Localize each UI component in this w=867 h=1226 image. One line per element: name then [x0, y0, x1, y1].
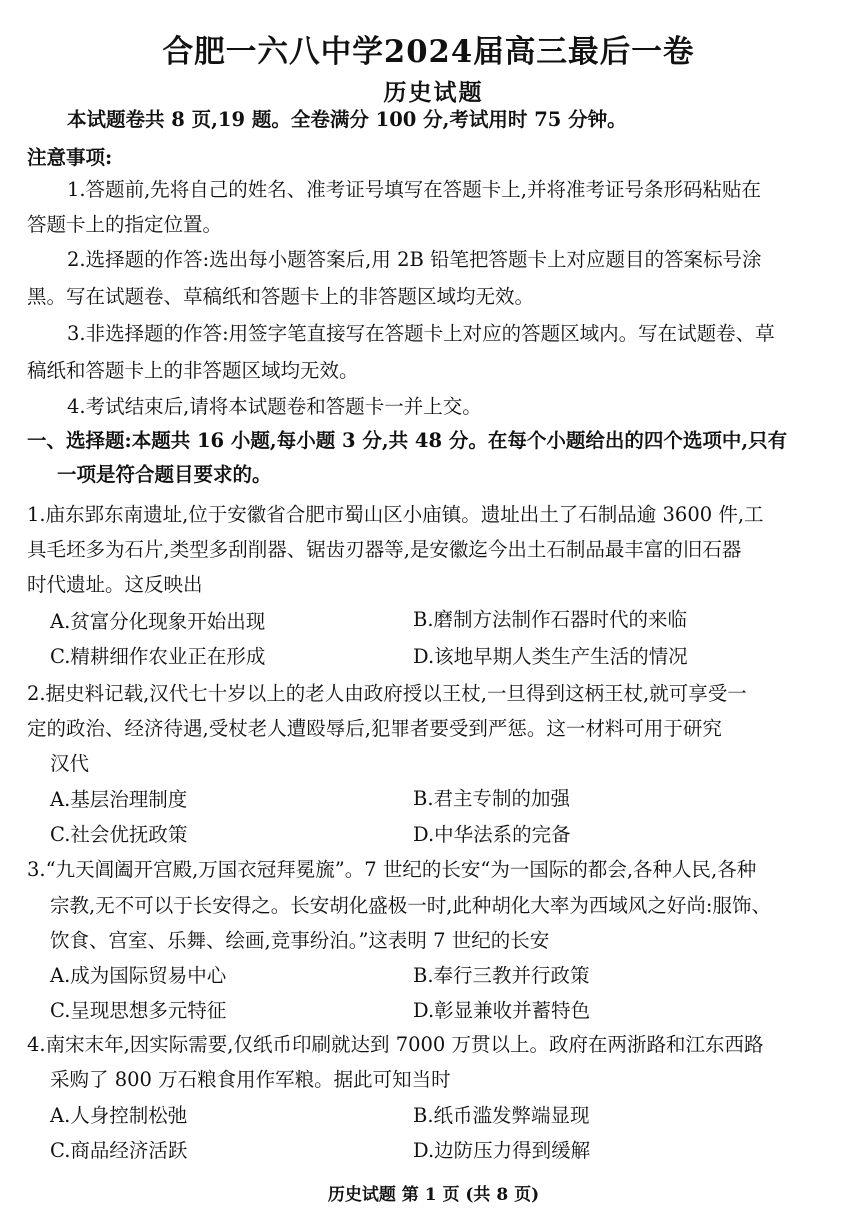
notice-line: 2.选择题的作答:选出每小题答案后,用 2B 铅笔把答题卡上对应题目的答案标号涂	[67, 248, 762, 271]
question-4-option-a: A.人身控制松弛	[50, 1104, 188, 1127]
question-3-option-a: A.成为国际贸易中心	[50, 964, 227, 987]
notice-line: 稿纸和答题卡上的非答题区域均无效。	[27, 359, 359, 382]
notice-line: 1.答题前,先将自己的姓名、准考证号填写在答题卡上,并将准考证号条形码粘贴在	[67, 178, 762, 201]
notice-line: 4.考试结束后,请将本试题卷和答题卡一并上交。	[67, 395, 482, 418]
question-3-option-c: C.呈现思想多元特征	[50, 999, 227, 1022]
question-4-option-b: B.纸币滥发弊端显现	[413, 1104, 590, 1127]
question-4-text: 4.南宋末年,因实际需要,仅纸币印刷就达到 7000 万贯以上。政府在两浙路和江东西路	[27, 1033, 764, 1056]
exam-subtitle: 历史试题	[383, 79, 484, 106]
page-footer: 历史试题 第 1 页 (共 8 页)	[327, 1185, 540, 1205]
section-heading: 一、选择题:本题共 16 小题,每小题 3 分,共 48 分。在每个小题给出的四个选项中,只有	[27, 429, 788, 452]
question-3-option-d: D.彰显兼收并蓄特色	[413, 999, 591, 1022]
question-1-text: 具毛坯多为石片,类型多刮削器、锯齿刃器等,是安徽迄今出土石制品最丰富的旧石器	[27, 538, 742, 561]
notice-line: 答题卡上的指定位置。	[27, 213, 223, 236]
question-2-text: 2.据史料记载,汉代七十岁以上的老人由政府授以王杖,一旦得到这柄王杖,就可享受一	[27, 682, 747, 705]
exam-title: 合肥一六八中学2024届高三最后一卷	[162, 34, 695, 70]
question-2-option-c: C.社会优抚政策	[50, 823, 188, 846]
section-heading-cont: 一项是符合题目要求的。	[57, 463, 272, 486]
question-2-text: 汉代	[50, 752, 90, 775]
question-4-option-d: D.边防压力得到缓解	[413, 1139, 591, 1162]
question-3-text: 3.“九天阊阖开宫殿,万国衣冠拜冕旒”。7 世纪的长安“为一国际的都会,各种人民,各种	[27, 858, 757, 881]
question-2-text: 定的政治、经济待遇,受杖老人遭殴辱后,犯罪者要受到严惩。这一材料可用于研究	[27, 717, 722, 740]
exam-info: 本试题卷共 8 页,19 题。全卷满分 100 分,考试用时 75 分钟。	[67, 108, 627, 131]
question-1-option-a: A.贫富分化现象开始出现	[50, 610, 266, 633]
question-4-option-c: C.商品经济活跃	[50, 1139, 188, 1162]
question-4-text: 采购了 800 万石粮食用作军粮。据此可知当时	[50, 1068, 451, 1091]
question-1-text: 时代遗址。这反映出	[27, 573, 203, 596]
question-3-text: 宗教,无不可以于长安得之。长安胡化盛极一时,此种胡化大率为西域风之好尚:服饰、	[50, 894, 771, 917]
notice-heading: 注意事项:	[27, 146, 113, 169]
question-2-option-a: A.基层治理制度	[50, 788, 188, 811]
question-1-option-b: B.磨制方法制作石器时代的来临	[413, 608, 688, 631]
question-2-option-b: B.君主专制的加强	[413, 787, 571, 810]
notice-line: 黑。写在试题卷、草稿纸和答题卡上的非答题区域均无效。	[27, 285, 535, 308]
question-2-option-d: D.中华法系的完备	[413, 823, 571, 846]
question-1-text: 1.庙东郢东南遗址,位于安徽省合肥市蜀山区小庙镇。遗址出土了石制品逾 3600 件,工	[27, 503, 764, 526]
question-1-option-c: C.精耕细作农业正在形成	[50, 645, 266, 668]
question-1-option-d: D.该地早期人类生产生活的情况	[413, 645, 688, 668]
question-3-option-b: B.奉行三教并行政策	[413, 964, 590, 987]
question-3-text: 饮食、宫室、乐舞、绘画,竞事纷泊。”这表明 7 世纪的长安	[50, 929, 550, 952]
notice-line: 3.非选择题的作答:用签字笔直接写在答题卡上对应的答题区域内。写在试题卷、草	[67, 322, 775, 345]
